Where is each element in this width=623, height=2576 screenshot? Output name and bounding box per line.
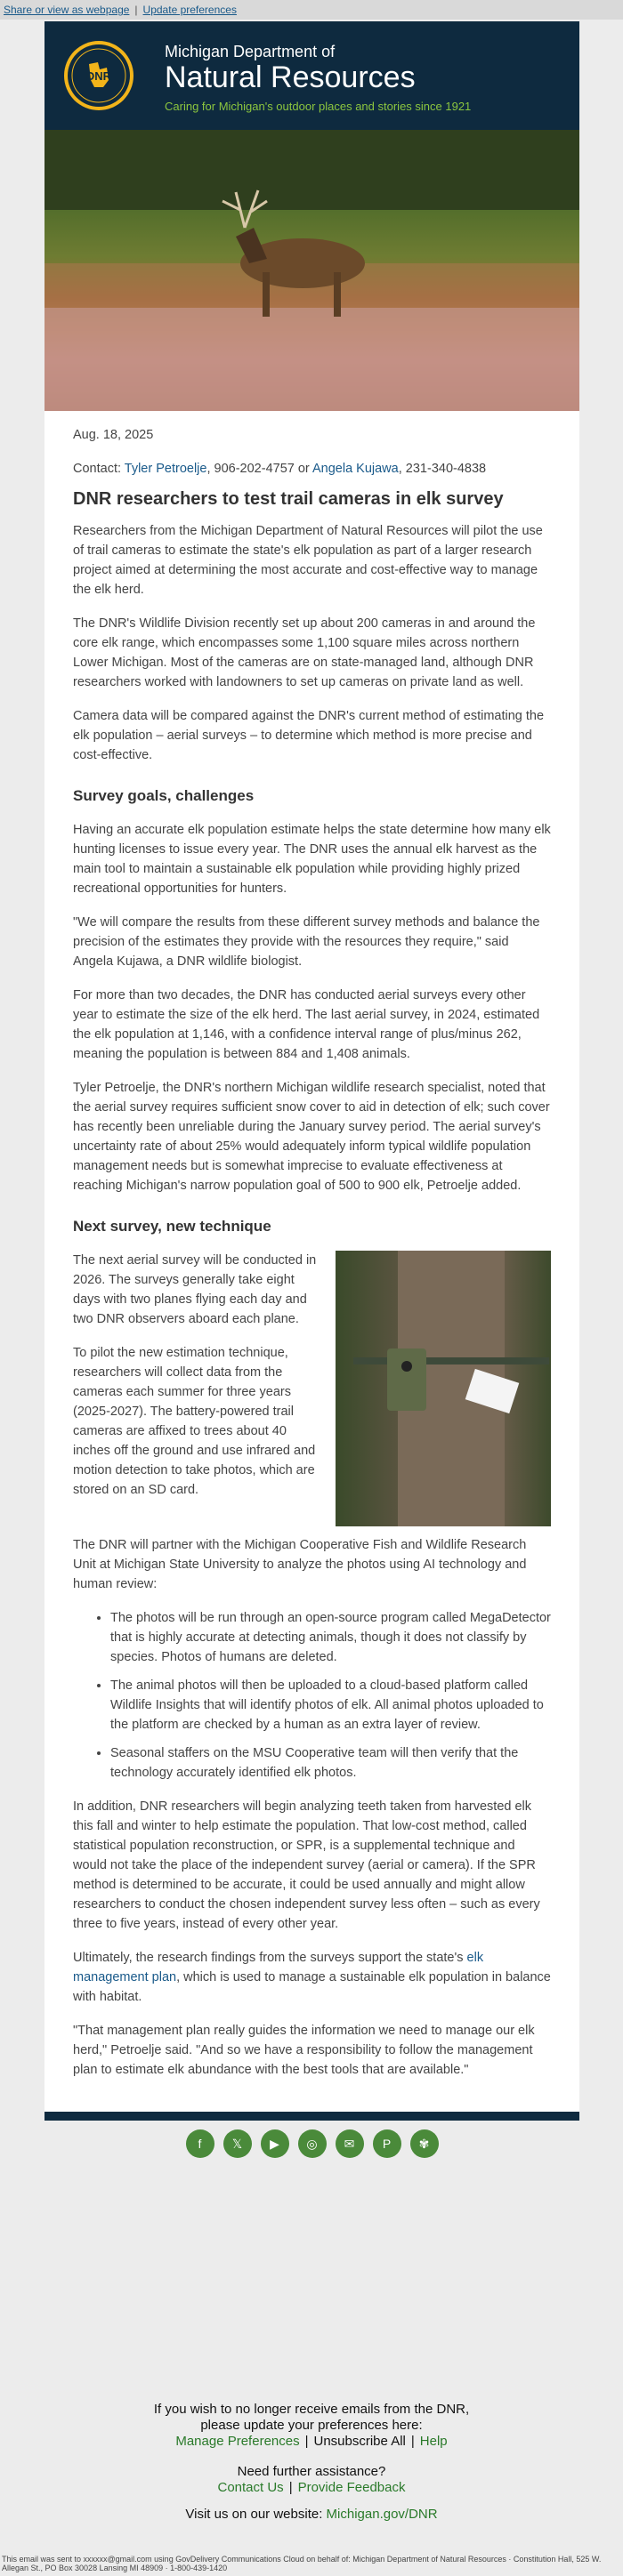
provide-feedback-link[interactable]: Provide Feedback [297, 2480, 406, 2495]
paragraph: To pilot the new estimation technique, researchers will collect data from the cameras each summer for three years (2025-2027). The battery-powered trail cameras are affixed to trees about 40 inches off the ground and use infrared and motion detection to take photos, which are stored on an SD card. [73, 1346, 316, 1497]
assistance-text: Need further assistance? [237, 2464, 386, 2479]
list-item: • The animal photos will then be uploaded to a cloud-based platform called Wildlife Insights that will identify photos of elk. All animal photos uploaded to the platform are checked by a human as an extra layer of review. [110, 1676, 551, 1735]
review-steps-list [73, 1608, 551, 1783]
paragraph: Having an accurate elk population estimate helps the state determine how many elk hunting licenses to issue every year. The DNR uses the annual elk harvest as the main tool to maintain a sustainable elk population while providing highly prized recreational opportunities for hunters. [73, 823, 551, 896]
paragraph: The next aerial survey will be conducted in 2026. The surveys generally take eight days with two planes flying each day and two DNR observers aboard each plane. [73, 1253, 317, 1326]
top-links-bar [0, 0, 623, 20]
view-webpage-link[interactable]: Share or view as webpage [4, 4, 130, 16]
paragraph: The DNR's Wildlife Division recently set up about 200 cameras in and around the core elk range, which encompasses some 1,100 square miles across northern Lower Michigan. Most of the cameras are on state-managed land, although DNR researchers worked with landowners to set up cameras on private land as well. [73, 616, 536, 689]
elk-hero-image [44, 130, 579, 411]
contact-petroelje-link[interactable]: Tyler Petroelje [124, 462, 207, 476]
section-heading-next: Next survey, new technique [73, 1218, 271, 1235]
contact-kujawa-link[interactable]: Angela Kujawa [312, 462, 399, 476]
article-headline: DNR researchers to test trail cameras in elk survey [73, 489, 504, 509]
trail-camera-image [336, 1251, 551, 1526]
email-footer [0, 2402, 623, 2523]
paragraph: "That management plan really guides the information we need to manage our elk herd," Petroelje said. "And so we have a responsibility to follow the management plan to estimate elk abundance with the best tools that are available." [73, 2024, 535, 2077]
legal-text: This email was sent to xxxxxx@gmail.com using GovDelivery Communications Cloud on behalf of: Michigan Department of Natural Resources · Constitution Hall, 525 W. Allegan St., PO Box 30028 Lansing MI 48909 · 1-800-439-1420 [2, 2555, 602, 2572]
manage-preferences-link[interactable]: Manage Preferences [175, 2434, 300, 2449]
trail-camera-icon [336, 1251, 551, 1526]
list-item: • The photos will be run through an open-source program called MegaDetector that is highly accurate at detecting animals, though it does not classify by species. Photos of humans are deleted. [110, 1608, 551, 1667]
section-heading-goals: Survey goals, challenges [73, 787, 255, 804]
dnr-website-link[interactable]: Michigan.gov/DNR [326, 2507, 438, 2522]
pinterest-icon[interactable]: P [373, 2129, 401, 2158]
x-icon[interactable]: 𝕏 [223, 2129, 252, 2158]
paragraph: In addition, DNR researchers will begin analyzing teeth taken from harvested elk this fall and winter to help estimate the population. That low-cost method, called statistical population reconstruction, or SPR, is a supplemental technique and would not take the place of the independent survey (aerial or camera). If the SPR method is determined to be accurate, it could be used annually and might allow researchers to conduct the chosen independent survey less often – such as every three to five years, instead of every other year. [73, 1799, 540, 1931]
paragraph: "We will compare the results from these different survey methods and balance the precision of the estimates they provide with the resources they require," said Angela Kujawa, a DNR wildlife biologist. [73, 915, 540, 969]
instagram-icon[interactable]: ◎ [298, 2129, 327, 2158]
social-band [44, 2121, 579, 2167]
dnr-seal-icon [68, 44, 130, 107]
butterfly-icon[interactable]: ✾ [410, 2129, 439, 2158]
unsubscribe-text-2: please update your preferences here: [200, 2418, 423, 2433]
social-links [44, 2129, 579, 2158]
header-dept: Michigan Department of [165, 43, 336, 60]
update-preferences-link[interactable]: Update preferences [142, 4, 237, 16]
paragraph: Ultimately, the research findings from the surveys support the state's elk management plan, which is used to manage a sustainable elk population in balance with habitat. [73, 1951, 551, 2004]
unsubscribe-all-link[interactable]: Unsubscribe All [313, 2434, 406, 2449]
elk-management-plan-link[interactable]: elk management plan [73, 1951, 484, 1984]
paragraph: For more than two decades, the DNR has conducted aerial surveys every other year to estimate the size of the elk herd. The last aerial survey, in 2024, estimated the elk population at 1,146, with a confidence interval range of plus/minus 262, meaning the population is between 884 and 1,408 animals. [73, 988, 540, 1061]
separator: | [134, 4, 138, 16]
contact-us-link[interactable]: Contact Us [217, 2480, 284, 2495]
paragraph: Tyler Petroelje, the DNR's northern Michigan wildlife research specialist, noted that the aerial survey requires sufficient snow cover to aid in detection of elk; such cover has recently been unreliable during the January survey period. The aerial survey's uncertainty rate of about 25% would adequately inform typical wildlife population management needs but is somewhat imprecise to evaluate effectiveness at reaching Michigan's narrow population goal of 500 to 900 elk, Petroelje added. [73, 1081, 550, 1193]
article-contact: Contact: Tyler Petroelje, 906-202-4757 or Angela Kujawa, 231-340-4838 [73, 462, 487, 476]
paragraph: The DNR will partner with the Michigan Cooperative Fish and Wildlife Research Unit at Michigan State University to analyze the photos using AI technology and human review: [73, 1538, 527, 1591]
youtube-icon[interactable]: ▶ [261, 2129, 289, 2158]
dnr-logo-icon [64, 41, 134, 110]
unsubscribe-text: If you wish to no longer receive emails from the DNR, [153, 2402, 470, 2417]
website-line: Visit us on our website: Michigan.gov/DNR [185, 2507, 438, 2522]
list-item: • Seasonal staffers on the MSU Cooperative team will then verify that the technology accurately identified elk photos. [110, 1743, 551, 1783]
paragraph: Researchers from the Michigan Department of Natural Resources will pilot the use of trail cameras to estimate the state's elk population as part of a larger research project aimed at determining the most accurate and cost-effective way to manage the elk herd. [73, 524, 543, 597]
email-container [44, 21, 579, 2167]
dnr-header [44, 21, 579, 130]
help-link[interactable]: Help [419, 2434, 448, 2449]
facebook-icon[interactable]: f [186, 2129, 214, 2158]
elk-photo-icon [44, 130, 579, 411]
preferences-links: Manage Preferences | Unsubscribe All | Help [175, 2434, 448, 2449]
assistance-links: Contact Us | Provide Feedback [217, 2480, 406, 2495]
article-body [44, 411, 579, 2112]
paragraph: Camera data will be compared against the DNR's current method of estimating the elk population – aerial surveys – to determine which method is more precise and cost-effective. [73, 709, 545, 762]
bottom-bar [44, 2112, 579, 2121]
logo-text: DNR [85, 69, 112, 83]
header-tagline: Caring for Michigan's outdoor places and stories since 1921 [165, 100, 472, 113]
article-date: Aug. 18, 2025 [73, 428, 154, 442]
header-title: Natural Resources [165, 60, 416, 94]
chat-icon[interactable]: ✉ [336, 2129, 364, 2158]
